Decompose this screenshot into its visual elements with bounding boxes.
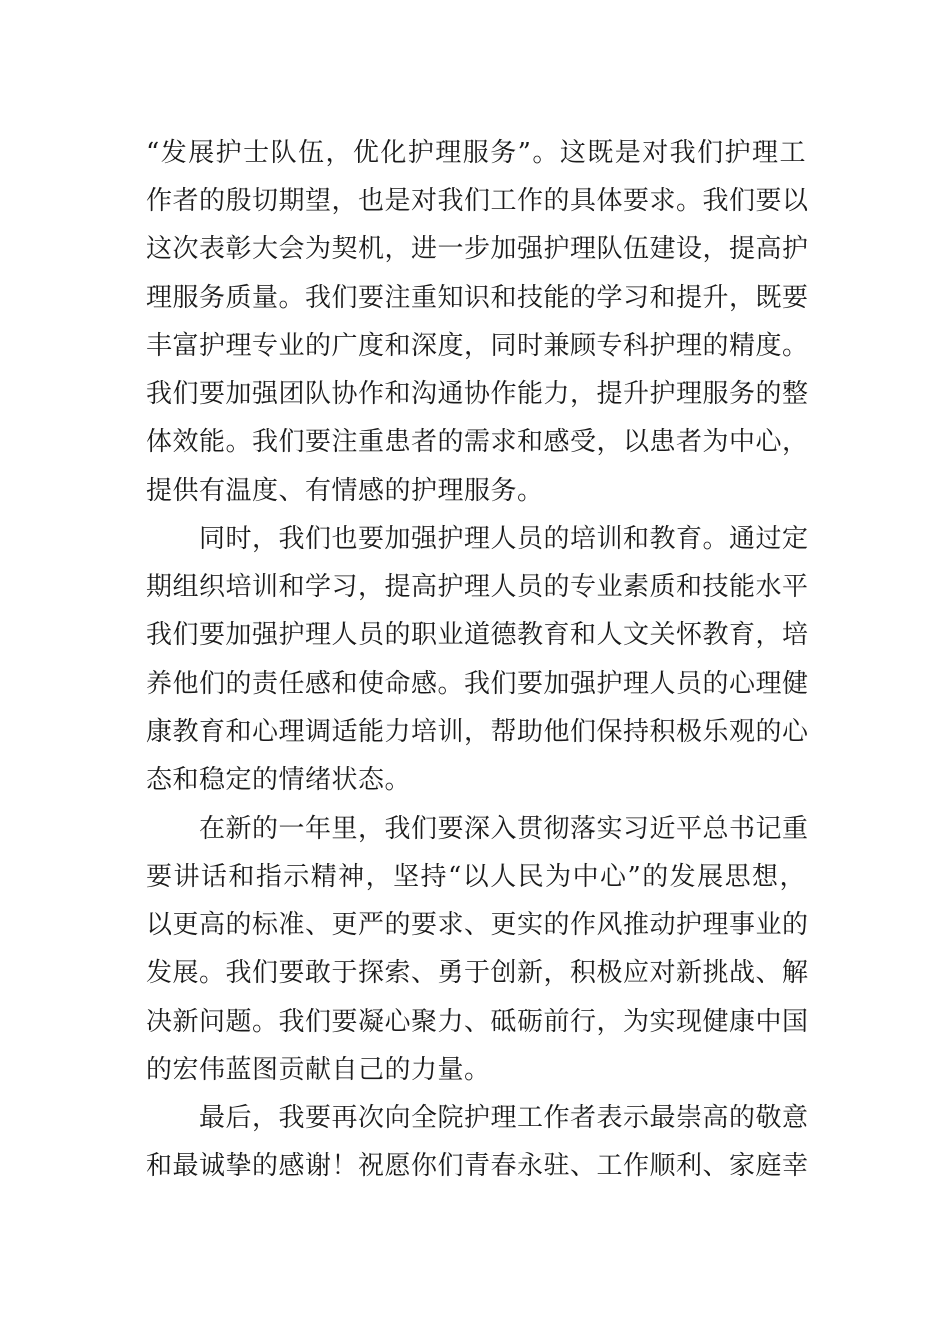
text-line: 决新问题。我们要凝心聚力、砥砺前行，为实现健康中国: [146, 1007, 809, 1037]
text-line: 体效能。我们要注重患者的需求和感受，以患者为中心，: [146, 427, 809, 457]
text-line: 态和稳定的情绪状态。: [146, 765, 412, 795]
text-line: 这次表彰大会为契机，进一步加强护理队伍建设，提高护: [146, 234, 809, 264]
text-line: 我们要加强团队协作和沟通协作能力，提升护理服务的整: [146, 379, 809, 409]
text-line: 我们要加强护理人员的职业道德教育和人文关怀教育，培: [146, 620, 809, 650]
text-line: 提供有温度、有情感的护理服务。: [146, 476, 544, 506]
text-line: 作者的殷切期望，也是对我们工作的具体要求。我们要以: [146, 186, 809, 216]
text-line: 的宏伟蓝图贡献自己的力量。: [146, 1055, 491, 1085]
text-line: 要讲话和指示精神，坚持“以人民为中心”的发展思想，: [146, 862, 806, 892]
text-line: “发展护士队伍，优化护理服务”。这既是对我们护理工: [146, 138, 806, 168]
text-line: 以更高的标准、更严的要求、更实的作风推动护理事业的: [146, 910, 809, 940]
text-line: 理服务质量。我们要注重知识和技能的学习和提升，既要: [146, 283, 809, 313]
text-line: 康教育和心理调适能力培训，帮助他们保持积极乐观的心: [146, 717, 809, 747]
text-line: 养他们的责任感和使命感。我们要加强护理人员的心理健: [146, 669, 809, 699]
text-line: 丰富护理专业的广度和深度，同时兼顾专科护理的精度。: [146, 331, 809, 361]
text-line: 在新的一年里，我们要深入贯彻落实习近平总书记重: [199, 814, 809, 844]
text-line: 最后，我要再次向全院护理工作者表示最崇高的敬意: [199, 1103, 809, 1133]
text-line: 期组织培训和学习，提高护理人员的专业素质和技能水平: [146, 572, 809, 602]
text-line: 同时，我们也要加强护理人员的培训和教育。通过定: [199, 524, 809, 554]
text-line: 和最诚挚的感谢！祝愿你们青春永驻、工作顺利、家庭幸: [146, 1151, 809, 1181]
text-line: 发展。我们要敢于探索、勇于创新，积极应对新挑战、解: [146, 958, 809, 988]
